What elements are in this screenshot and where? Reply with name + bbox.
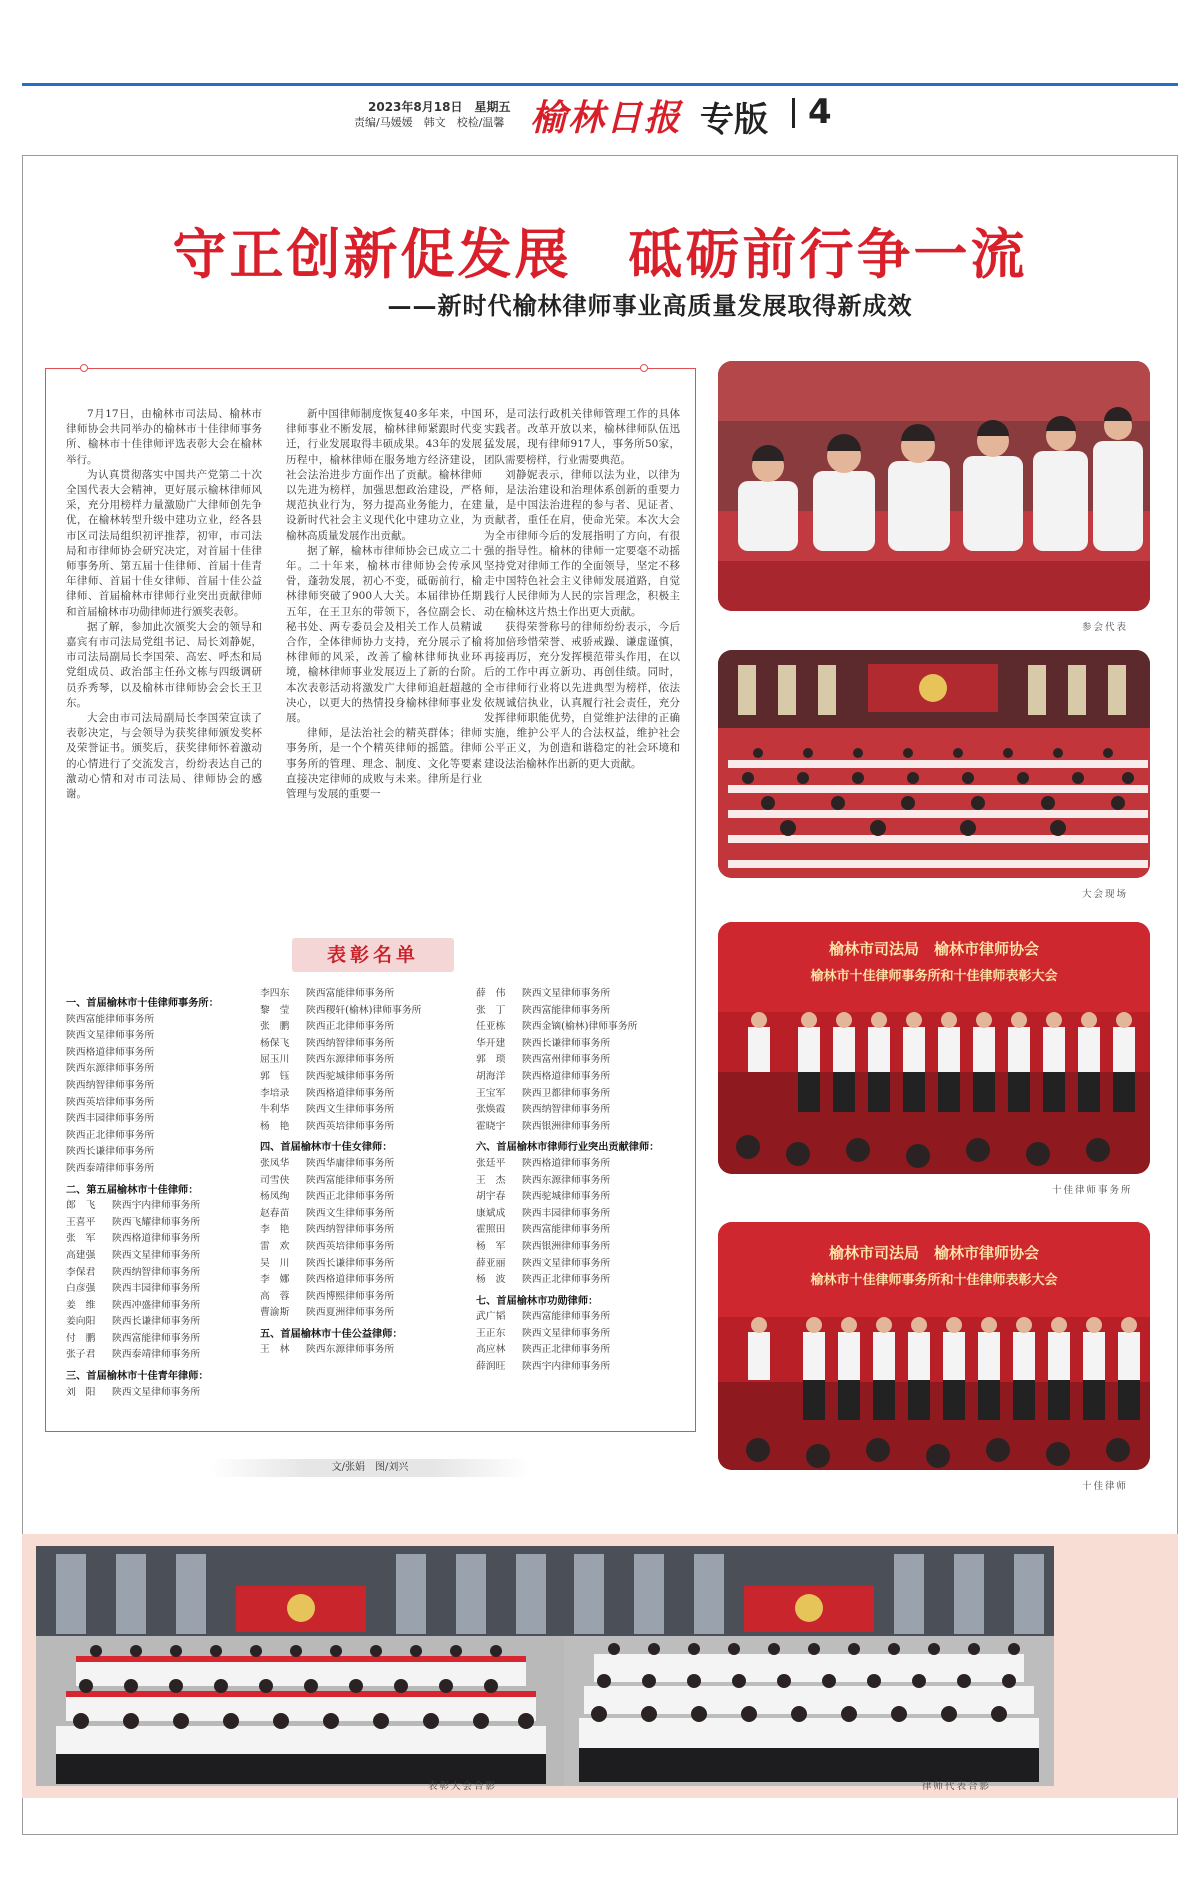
honoree-entry — [260, 1289, 421, 1306]
honoree-firm: 陕西正北律师事务所 — [306, 1191, 395, 1203]
honoree-entry — [66, 1215, 219, 1232]
photo-top-lawyers — [718, 1222, 1150, 1470]
article-paragraph: 新中国律师制度恢复40多年来，中国律师事业不断发展，榆林律师紧跟时代变迁，行业发展取得丰硕成果。43年的发展历程中，榆林律师在服务地方经济建设，社会法治进步方面作出了贡献。榆林律师以先进为榜样，加强思想政治建设，严格规范执业行为，努力提高业务能力，在建设新时代社会主义现代化中建功立业，为榆林高质量发展作出贡献。 — [286, 408, 482, 542]
honoree-name: 白彦强 — [66, 1283, 96, 1295]
honoree-name: 司雪侠 — [260, 1174, 290, 1186]
honoree-name: 杨 波 — [476, 1274, 506, 1286]
honoree-firm: 陕西驼城律师事务所 — [522, 1191, 611, 1203]
photo-top-firms-image — [718, 922, 1150, 1174]
issue-date: 2023年8月18日 星期五 — [368, 100, 511, 114]
honoree-name: 李 娜 — [260, 1274, 290, 1286]
caption-lawyer-group: 律师代表合影 — [922, 1781, 992, 1792]
honoree-firm: 陕西宇内律师事务所 — [112, 1200, 201, 1212]
honoree-name: 付 鹏 — [66, 1332, 96, 1344]
honoree-entry — [476, 1342, 659, 1359]
stage-banner-line-2: 榆林市十佳律师事务所和十佳律师表彰大会 — [810, 969, 1058, 984]
honoree-name: 高建强 — [66, 1249, 96, 1261]
firm-entry: 陕西长谦律师事务所 — [66, 1146, 155, 1158]
honoree-name: 王 杰 — [476, 1174, 506, 1186]
honoree-firm: 陕西金镝(榆林)律师事务所 — [522, 1021, 638, 1033]
honoree-name: 任亚栋 — [476, 1021, 506, 1033]
honoree-name: 姜 维 — [66, 1299, 96, 1311]
honoree-name: 华开建 — [476, 1037, 506, 1049]
honoree-entry — [260, 1019, 421, 1036]
honoree-entry — [260, 1189, 421, 1206]
honoree-firm: 陕西泰靖律师事务所 — [112, 1349, 201, 1361]
honoree-firm: 陕西丰园律师事务所 — [112, 1283, 201, 1295]
honoree-entry — [260, 1239, 421, 1256]
honoree-entry — [476, 1156, 659, 1173]
honoree-firm: 陕西富能律师事务所 — [522, 1311, 611, 1323]
honoree-name: 赵春苗 — [260, 1207, 290, 1219]
honoree-firm: 陕西格道律师事务所 — [522, 1070, 611, 1082]
honoree-firm: 陕西飞耀律师事务所 — [112, 1216, 201, 1228]
honoree-firm: 陕西长谦律师事务所 — [112, 1316, 201, 1328]
photo-venue-image — [718, 650, 1150, 878]
honoree-name: 霍照田 — [476, 1224, 506, 1236]
frame-top-line — [45, 368, 695, 369]
honoree-name: 薛亚丽 — [476, 1257, 506, 1269]
honoree-firm: 陕西长谦律师事务所 — [522, 1037, 611, 1049]
honoree-entry — [260, 1305, 421, 1322]
group-heading: 五、首届榆林市十佳公益律师： — [260, 1327, 403, 1340]
frame-dot-left — [80, 364, 88, 372]
honoree-entry — [476, 1256, 659, 1273]
firm-entry: 陕西富能律师事务所 — [66, 1013, 155, 1025]
honoree-entry — [260, 1052, 421, 1069]
honoree-entry — [476, 1326, 659, 1343]
honoree-entry — [260, 1342, 421, 1359]
honoree-entry — [476, 1086, 659, 1103]
honoree-entry — [476, 1119, 659, 1136]
honoree-name: 张廷平 — [476, 1157, 506, 1169]
stage-banner-line-1: 榆林市司法局 榆林市律师协会 — [828, 940, 1040, 958]
frame-dot-right — [640, 364, 648, 372]
honoree-name: 王喜平 — [66, 1216, 96, 1228]
honoree-entry — [476, 1222, 659, 1239]
honoree-entry — [476, 1189, 659, 1206]
photo-top-lawyers-image — [718, 1222, 1150, 1470]
honoree-firm: 陕西文生律师事务所 — [306, 1104, 395, 1116]
masthead — [0, 92, 1200, 140]
photo-delegates-image — [718, 361, 1150, 611]
honoree-entry — [260, 1206, 421, 1223]
group-heading: 一、首届榆林市十佳律师事务所： — [66, 997, 219, 1009]
byline-credit: 文/张娟 图/刘兴 — [210, 1459, 530, 1477]
honoree-name: 李培录 — [260, 1087, 290, 1099]
honoree-name: 吴 川 — [260, 1257, 290, 1269]
caption-award-group: 表彰大会合影 — [428, 1781, 498, 1792]
honoree-name: 郭 钰 — [260, 1070, 290, 1082]
honoree-firm: 陕西正北律师事务所 — [522, 1274, 611, 1286]
group-heading: 二、第五届榆林市十佳律师： — [66, 1183, 199, 1196]
frame-bottom-line — [45, 1431, 696, 1432]
firm-entry: 陕西文星律师事务所 — [66, 1030, 155, 1042]
honoree-name: 王 林 — [260, 1344, 290, 1356]
honoree-name: 霍晓宇 — [476, 1120, 506, 1132]
firm-entry: 陕西泰靖律师事务所 — [66, 1162, 155, 1174]
caption-delegates: 参会代表 — [1082, 622, 1129, 633]
honoree-firm: 陕西纳智律师事务所 — [112, 1266, 201, 1278]
honoree-name: 康斌成 — [476, 1207, 506, 1219]
photo-venue — [718, 650, 1150, 878]
honoree-entry — [476, 1102, 659, 1119]
honoree-firm: 陕西富能律师事务所 — [306, 1174, 395, 1186]
honoree-entry — [260, 1256, 421, 1273]
honoree-firm: 陕西格道律师事务所 — [306, 1087, 395, 1099]
honoree-entry — [66, 1231, 219, 1248]
article-paragraph: 7月17日，由榆林市司法局、榆林市律师协会共同举办的榆林市十佳律师事务所、榆林市十佳律师评选表彰大会在榆林举行。 — [66, 408, 262, 466]
honoree-entry — [66, 1385, 219, 1402]
honoree-entry — [260, 1222, 421, 1239]
honoree-name: 杨 艳 — [260, 1120, 290, 1132]
honoree-firm: 陕西银洲律师事务所 — [522, 1240, 611, 1252]
stage-banner-line-2: 榆林市十佳律师事务所和十佳律师表彰大会 — [810, 1273, 1058, 1288]
honoree-name: 王正东 — [476, 1327, 506, 1339]
article-column-1 — [66, 407, 262, 802]
honoree-firm: 陕西富州律师事务所 — [522, 1054, 611, 1066]
honoree-entry — [476, 1052, 659, 1069]
honoree-name: 杨 军 — [476, 1240, 506, 1252]
honoree-entry — [476, 986, 659, 1003]
frame-right-line — [695, 368, 696, 1431]
firm-entry: 陕西丰园律师事务所 — [66, 1113, 155, 1125]
honoree-name: 张 军 — [66, 1233, 96, 1245]
honoree-firm: 陕西富能律师事务所 — [522, 1004, 611, 1016]
page-number: 4 — [808, 92, 832, 132]
honoree-entry — [476, 1173, 659, 1190]
honoree-name: 高应林 — [476, 1344, 506, 1356]
honoree-firm: 陕西东源律师事务所 — [522, 1174, 611, 1186]
photo-award-group — [36, 1546, 564, 1786]
honoree-entry — [66, 1298, 219, 1315]
honoree-entry — [260, 1272, 421, 1289]
article-paragraph: 大会由市司法局副局长李国荣宣读了表彰决定，与会领导为获奖律师颁发奖杯及荣誉证书。颁奖后，获奖律师怀着激动的心情进行了交流发言，纷纷表达自己的激动心情和对市司法局、律师协会的感谢。 — [66, 712, 262, 801]
firm-entry: 陕西纳智律师事务所 — [66, 1079, 155, 1091]
honoree-name: 胡宇春 — [476, 1191, 506, 1203]
article-column-2 — [286, 407, 482, 802]
caption-venue: 大会现场 — [1082, 889, 1129, 900]
photo-lawyer-group-image — [564, 1546, 1054, 1786]
stage-banner-line-1: 榆林市司法局 榆林市律师协会 — [828, 1244, 1040, 1262]
caption-top-lawyers: 十佳律师 — [1082, 1481, 1129, 1492]
honor-list-title: 表彰名单 — [292, 938, 454, 972]
firm-entry: 陕西英培律师事务所 — [66, 1096, 155, 1108]
honoree-firm: 陕西东源律师事务所 — [306, 1054, 395, 1066]
honoree-entry — [66, 1248, 219, 1265]
honoree-name: 薛润旺 — [476, 1361, 506, 1373]
caption-top-firms: 十佳律师事务所 — [1052, 1185, 1133, 1196]
honoree-entry — [260, 1156, 421, 1173]
group-heading: 三、首届榆林市十佳青年律师： — [66, 1370, 209, 1383]
honoree-firm: 陕西富能律师事务所 — [306, 988, 395, 999]
article-paragraph: 律师，是法治社会的精英群体；律师事务所，是一个个精英律师的摇篮。律师事务所的管理、理念、制度、文化等要素直接决定律师的成败与未来。律所是行业管理与发展的重要一 — [286, 727, 482, 801]
honor-list-column-2 — [260, 986, 421, 1359]
honoree-firm: 陕西文星律师事务所 — [522, 1327, 611, 1339]
honoree-entry — [66, 1198, 219, 1215]
honoree-name: 雷 欢 — [260, 1240, 290, 1252]
honoree-firm: 陕西纳智律师事务所 — [306, 1037, 395, 1049]
photo-top-firms — [718, 922, 1150, 1174]
honoree-firm: 陕西银洲律师事务所 — [522, 1120, 611, 1132]
honoree-name: 张子君 — [66, 1349, 96, 1361]
section-label: 专版 — [700, 100, 768, 140]
honoree-firm: 陕西驼城律师事务所 — [306, 1070, 395, 1082]
headline: 守正创新促发展 砥砺前行争一流 — [172, 223, 1028, 286]
honoree-name: 武广韬 — [476, 1311, 506, 1323]
honoree-entry — [476, 1206, 659, 1223]
honoree-firm: 陕西格道律师事务所 — [306, 1274, 395, 1286]
honoree-name: 张凤华 — [260, 1157, 290, 1169]
honoree-name: 杨保飞 — [260, 1037, 290, 1049]
honoree-firm: 陕西富能律师事务所 — [522, 1224, 611, 1236]
newspaper-logo: 榆林日报 — [530, 97, 683, 139]
honoree-firm: 陕西文生律师事务所 — [306, 1207, 395, 1219]
honoree-name: 李 艳 — [260, 1224, 290, 1236]
honoree-name: 张 鹏 — [260, 1021, 290, 1033]
honoree-entry — [260, 1119, 421, 1136]
honoree-entry — [260, 986, 421, 1003]
honoree-entry — [260, 1036, 421, 1053]
article-paragraph: 获得荣誉称号的律师纷纷表示，今后将加倍珍惜荣誉、戒骄戒躁、谦虚谨慎，再接再厉，充分发挥模范带头作用，在以后的工作中再立新功、再创佳绩。同时，全市律师行业将以先进典型为榜样，依法依规诚信执业，认真履行社会责任，充分发挥律师职能优势，自觉维护法律的正确实施，维护公平人的合法权益，维护社会公平正义，为创造和谐稳定的社会环境和建设法治榆林作出新的更大贡献。 — [484, 620, 680, 770]
top-rule — [22, 83, 1178, 86]
honoree-entry — [66, 1314, 219, 1331]
honor-list-column-3 — [476, 986, 659, 1376]
honoree-firm: 陕西格道律师事务所 — [522, 1157, 611, 1169]
honoree-name: 杨凤绚 — [260, 1191, 290, 1203]
firm-entry: 陕西格道律师事务所 — [66, 1046, 155, 1058]
honoree-name: 张 丁 — [476, 1004, 506, 1016]
honoree-firm: 陕西稷轩(榆林)律师事务所 — [306, 1004, 422, 1016]
honoree-firm: 陕西东源律师事务所 — [306, 1344, 395, 1356]
honoree-entry — [260, 1003, 421, 1020]
masthead-divider — [792, 98, 795, 128]
honoree-name: 李四东 — [260, 988, 290, 999]
honoree-name: 张焕霞 — [476, 1104, 506, 1116]
honoree-firm: 陕西富能律师事务所 — [112, 1332, 201, 1344]
photo-delegates — [718, 361, 1150, 611]
group-heading: 四、首届榆林市十佳女律师： — [260, 1141, 393, 1154]
honoree-firm: 陕西文星律师事务所 — [522, 988, 611, 999]
honoree-entry — [476, 1019, 659, 1036]
honoree-name: 胡海洋 — [476, 1070, 506, 1082]
honoree-entry — [66, 1265, 219, 1282]
honoree-entry — [260, 1173, 421, 1190]
honoree-firm: 陕西文星律师事务所 — [112, 1386, 201, 1398]
honoree-entry — [66, 1281, 219, 1298]
honoree-name: 郎 飞 — [66, 1200, 96, 1212]
honoree-firm: 陕西文星律师事务所 — [522, 1257, 611, 1269]
honoree-entry — [66, 1347, 219, 1364]
honoree-entry — [260, 1069, 421, 1086]
honoree-entry — [476, 1003, 659, 1020]
subheadline: ——新时代榆林律师事业高质量发展取得新成效 — [387, 291, 913, 320]
honoree-firm: 陕西丰园律师事务所 — [522, 1207, 611, 1219]
honoree-firm: 陕西正北律师事务所 — [306, 1021, 395, 1033]
firm-entry: 陕西东源律师事务所 — [66, 1063, 155, 1075]
honoree-name: 高 蓉 — [260, 1290, 290, 1302]
honoree-firm: 陕西宇内律师事务所 — [522, 1361, 611, 1373]
article-paragraph: 据了解，榆林市律师协会已成立二十年。二十年来，榆林市律师协会传承风骨，蓬勃发展，初心不变，砥砺前行，榆林律师突破了900人大关。本届律协任期五年，在王卫东的带领下，各位副会长、秘书处、两专委员会及相关工作人员精诚合作，全体律师协力支持，充分展示了榆林律师的风采，改善了榆林律师执业环境，榆林律师事业发展迈上了新的台阶。本次表彰活动将激发广大律师追赶超越的决心，以更大的热情投身榆林律师事业发展。 — [286, 544, 482, 725]
article-paragraph: 据了解，参加此次颁奖大会的领导和嘉宾有市司法局党组书记、局长刘静妮，市司法局副局长李国荣、高宏、呼杰和局党组成员、政治部主任孙文栋与四级调研员乔秀琴，以及榆林市律师协会会长王卫东。 — [66, 620, 262, 709]
honoree-entry — [476, 1239, 659, 1256]
honoree-firm: 陕西长谦律师事务所 — [306, 1257, 395, 1269]
honoree-entry — [476, 1036, 659, 1053]
frame-left-line — [45, 368, 46, 1431]
honoree-name: 郭 琐 — [476, 1054, 506, 1066]
honoree-firm: 陕西英培律师事务所 — [306, 1240, 395, 1252]
honoree-name: 姜向阳 — [66, 1316, 96, 1328]
group-heading: 六、首届榆林市律师行业突出贡献律师： — [476, 1141, 660, 1154]
honoree-name: 王宝军 — [476, 1087, 506, 1099]
honoree-name: 黎 莹 — [260, 1004, 290, 1016]
honoree-entry — [476, 1272, 659, 1289]
honoree-firm: 陕西纳智律师事务所 — [522, 1104, 611, 1116]
honoree-name: 屈玉川 — [260, 1054, 290, 1066]
honoree-firm: 陕西冲盛律师事务所 — [112, 1299, 201, 1311]
honoree-name: 李保君 — [66, 1266, 96, 1278]
article-column-3 — [484, 407, 680, 772]
honoree-firm: 陕西夏洲律师事务所 — [306, 1307, 395, 1319]
honoree-name: 薛 伟 — [476, 988, 506, 999]
article-paragraph: 刘静妮表示，律师以法为业，以律为师，是法治建设和治理体系创新的重要力量，是中国法治进程的参与者、见证者、贡献者，重任在肩，使命光荣。本次大会为全市律师今后的发展指明了方向，有很强的指导性。榆林的律师一定要毫不动摇坚持党对律师工作的全面领导，坚定不移走中国特色社会主义律师发展道路，自觉践行人民律师为人民的宗旨理念，积极主动在榆林这片热土作出更大贡献。 — [484, 468, 680, 618]
honoree-firm: 陕西卫都律师事务所 — [522, 1087, 611, 1099]
honoree-entry — [260, 1102, 421, 1119]
firm-entry: 陕西正北律师事务所 — [66, 1129, 155, 1141]
honoree-entry — [260, 1086, 421, 1103]
honoree-entry — [476, 1359, 659, 1376]
honoree-name: 曹渝斯 — [260, 1307, 290, 1319]
photo-award-group-image — [36, 1546, 564, 1786]
honoree-firm: 陕西博熙律师事务所 — [306, 1290, 395, 1302]
honoree-entry — [476, 1309, 659, 1326]
honoree-firm: 陕西英培律师事务所 — [306, 1120, 395, 1132]
honoree-entry — [476, 1069, 659, 1086]
article-paragraph: 为认真贯彻落实中国共产党第二十次全国代表大会精神，更好展示榆林律师风采，充分用榜样力量激励广大律师创先争优，在榆林转型升级中建功立业，经各县市区司法局组织初评推荐，初审，市司法局和市律师协会研究决定，对首届十佳律师事务所、第五届十佳律师、首届十佳青年律师、首届十佳女律师、首届十佳公益律师、首届榆林市律师行业突出贡献律师和首届榆林市功勋律师进行颁奖表彰。 — [66, 468, 262, 618]
group-heading: 七、首届榆林市功勋律师： — [476, 1294, 599, 1307]
article-paragraph: 环，是司法行政机关律师管理工作的具体实践者。改革开放以来，榆林律师队伍迅猛发展，现有律师917人，事务所50家，团队需要榜样，行业需要典范。 — [484, 408, 680, 466]
honoree-firm: 陕西格道律师事务所 — [112, 1233, 201, 1245]
editor-credits: 责编/马媛媛 韩文 校检/温馨 — [354, 116, 505, 129]
honoree-firm: 陕西纳智律师事务所 — [306, 1224, 395, 1236]
honoree-name: 牛利华 — [260, 1104, 290, 1116]
honoree-firm: 陕西正北律师事务所 — [522, 1344, 611, 1356]
honoree-name: 刘 阳 — [66, 1386, 96, 1398]
honoree-firm: 陕西华庸律师事务所 — [306, 1157, 395, 1169]
honoree-firm: 陕西文星律师事务所 — [112, 1249, 201, 1261]
honoree-entry — [66, 1331, 219, 1348]
photo-lawyer-group — [564, 1546, 1054, 1786]
honor-list-column-1 — [66, 995, 219, 1401]
